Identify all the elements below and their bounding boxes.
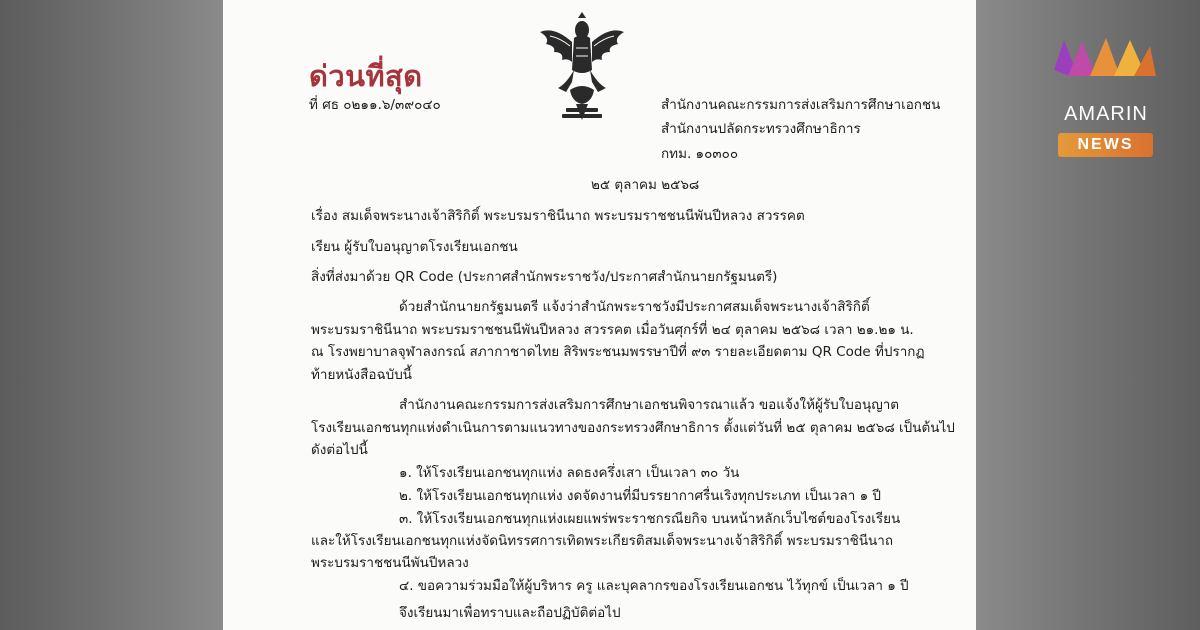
list-item-3-line-3: พระบรมราชชนนีพันปีหลวง [311, 555, 469, 571]
paragraph-2-line-2: โรงเรียนเอกชนทุกแห่งดำเนินการตามแนวทางของกระทรวงศึกษาธิการ ตั้งแต่วันที่ ๒๕ ตุลาคม ๒๕๖๘ เป็นต้นไป [311, 420, 955, 436]
list-item-2: ๒. ให้โรงเรียนเอกชนทุกแห่ง งดจัดงานที่มีบรรยากาศรื่นเริงทุกประเภท เป็นเวลา ๑ ปี [399, 488, 881, 504]
subject-line: เรื่อง สมเด็จพระนางเจ้าสิริกิติ์ พระบรมราชินีนาถ พระบรมราชชนนีพันปีหลวง สวรรคต [311, 208, 805, 224]
attachment-line: สิ่งที่ส่งมาด้วย QR Code (ประกาศสำนักพระราชวัง/ประกาศสำนักนายกรัฐมนตรี) [311, 269, 778, 285]
sender-line-2: สำนักงานปลัดกระทรวงศึกษาธิการ [661, 121, 861, 137]
closing-line: จึงเรียนมาเพื่อทราบและถือปฏิบัติต่อไป [399, 605, 621, 621]
sender-line-3: กทม. ๑๐๓๐๐ [661, 146, 739, 162]
paragraph-1-line-3: ณ โรงพยาบาลจุฬาลงกรณ์ สภากาชาดไทย สิริพระชนมพรรษาปีที่ ๙๓ รายละเอียดตาม QR Code ที่ปรากฏ [311, 344, 925, 360]
list-item-3-line-2: และให้โรงเรียนเอกชนทุกแห่งจัดนิทรรศการเทิดพระเกียรติสมเด็จพระนางเจ้าสิริกิติ์ พระบรมราชินีนาถ [311, 533, 894, 549]
list-item-1: ๑. ให้โรงเรียนเอกชนทุกแห่ง ลดธงครึ่งเสา เป็นเวลา ๓๐ วัน [399, 465, 740, 481]
reference-number: ที่ ศธ ๐๒๑๑.๖/๓๙๐๔๐ [309, 97, 441, 113]
background-left [0, 0, 223, 630]
paragraph-1-line-4: ท้ายหนังสือฉบับนี้ [311, 367, 413, 383]
brand-name: AMARIN [1064, 103, 1148, 125]
official-letter [223, 0, 976, 630]
recipient-line: เรียน ผู้รับใบอนุญาตโรงเรียนเอกชน [311, 239, 518, 255]
urgency-heading: ด่วนที่สุด [309, 59, 423, 93]
list-item-3-line-1: ๓. ให้โรงเรียนเอกชนทุกแห่งเผยแพร่พระราชกรณียกิจ บนหน้าหลักเว็บไซต์ของโรงเรียน [399, 511, 901, 527]
amarin-logo-icon [1050, 36, 1160, 106]
paragraph-1-line-2: พระบรมราชินีนาถ พระบรมราชชนนีพันปีหลวง สวรรคต เมื่อวันศุกร์ที่ ๒๔ ตุลาคม ๒๕๖๘ เวลา ๒๑.๒๑ น. [311, 322, 914, 338]
paragraph-2-line-1: สำนักงานคณะกรรมการส่งเสริมการศึกษาเอกชนพิจารณาแล้ว ขอแจ้งให้ผู้รับใบอนุญาต [399, 397, 900, 413]
paragraph-1-line-1: ด้วยสำนักนายกรัฐมนตรี แจ้งว่าสำนักพระราชวังมีประกาศสมเด็จพระนางเจ้าสิริกิติ์ [399, 299, 870, 315]
sender-line-1: สำนักงานคณะกรรมการส่งเสริมการศึกษาเอกชน [661, 97, 941, 113]
letter-date: ๒๕ ตุลาคม ๒๕๖๘ [591, 177, 700, 193]
brand-badge: NEWS [1058, 133, 1153, 157]
list-item-4: ๔. ขอความร่วมมือให้ผู้บริหาร ครู และบุคลากรของโรงเรียนเอกชน ไว้ทุกข์ เป็นเวลา ๑ ปี [399, 578, 909, 594]
paragraph-2-line-3: ดังต่อไปนี้ [311, 442, 368, 458]
garuda-emblem-icon [536, 12, 628, 124]
